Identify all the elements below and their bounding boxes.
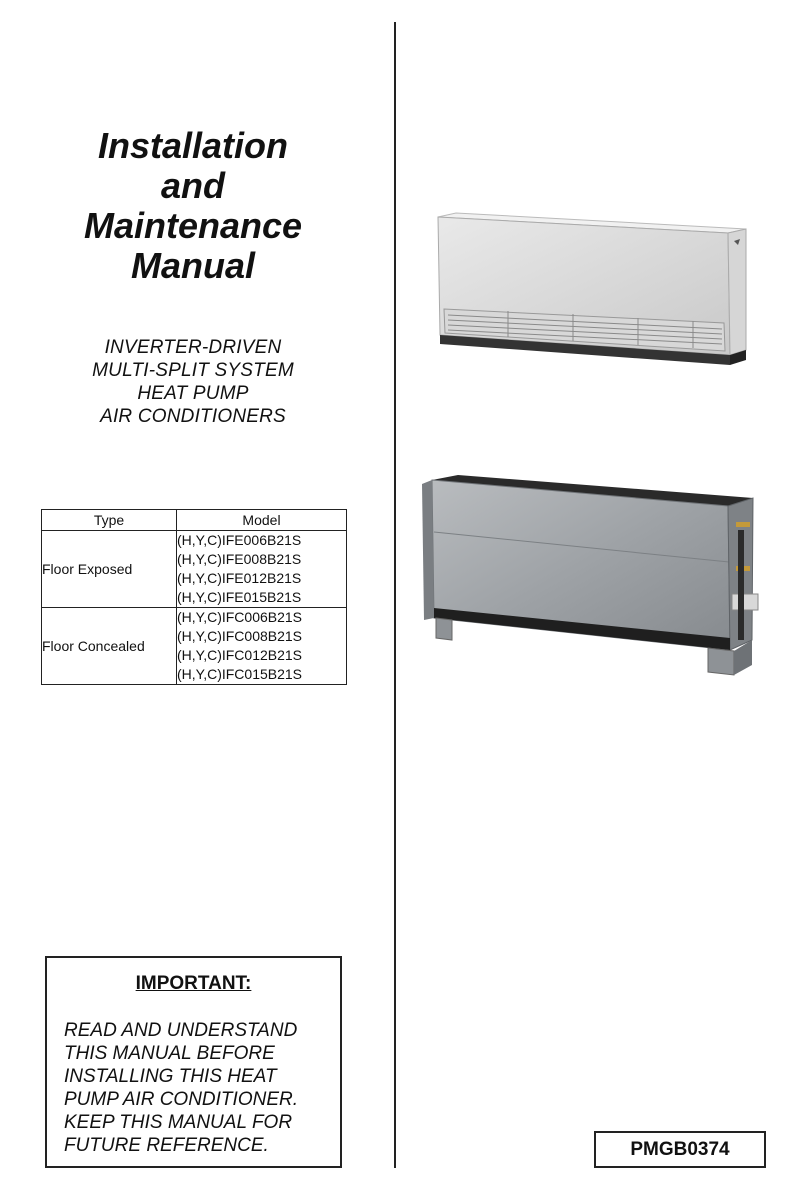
header-type: Type [42,510,177,531]
type-cell: Floor Exposed [42,531,177,608]
model-code: (H,Y,C)IFC012B21S [177,647,303,663]
notice-line: READ AND UNDERSTAND [64,1020,298,1041]
table-header-row [42,510,347,531]
model-code: (H,Y,C)IFC008B21S [177,628,303,644]
subtitle-line: AIR CONDITIONERS [100,406,286,427]
models-cell [177,608,347,685]
manual-title [40,126,346,286]
column-divider [394,22,396,1168]
product-subtitle [40,336,346,428]
model-code: (H,Y,C)IFE015B21S [177,589,302,605]
title-line: Maintenance [83,205,303,246]
notice-line: FUTURE REFERENCE. [64,1135,269,1156]
notice-line: PUMP AIR CONDITIONER. [64,1089,298,1110]
model-code: (H,Y,C)IFE006B21S [177,532,302,548]
floor-concealed-unit-image [418,470,763,692]
title-line: and [160,165,225,206]
important-text [64,1019,340,1157]
title-line: Installation [97,125,289,166]
model-code: (H,Y,C)IFE012B21S [177,570,302,586]
model-code: (H,Y,C)IFE008B21S [177,551,302,567]
subtitle-line: INVERTER-DRIVEN [104,337,282,358]
subtitle-line: HEAT PUMP [137,383,249,404]
notice-line: KEEP THIS MANUAL FOR [64,1112,293,1133]
model-code: (H,Y,C)IFC015B21S [177,666,303,682]
important-notice-box [45,956,342,1168]
important-heading: IMPORTANT: [135,973,252,994]
notice-line: INSTALLING THIS HEAT [64,1066,277,1087]
table-row [42,608,347,685]
type-cell: Floor Concealed [42,608,177,685]
table-row [42,531,347,608]
subtitle-line: MULTI-SPLIT SYSTEM [92,360,294,381]
model-code: (H,Y,C)IFC006B21S [177,609,303,625]
document-code: PMGB0374 [594,1131,766,1168]
models-cell [177,531,347,608]
header-model: Model [177,510,347,531]
floor-exposed-unit-image [428,205,748,375]
model-table [41,509,347,685]
title-line: Manual [130,245,255,286]
notice-line: THIS MANUAL BEFORE [64,1043,275,1064]
